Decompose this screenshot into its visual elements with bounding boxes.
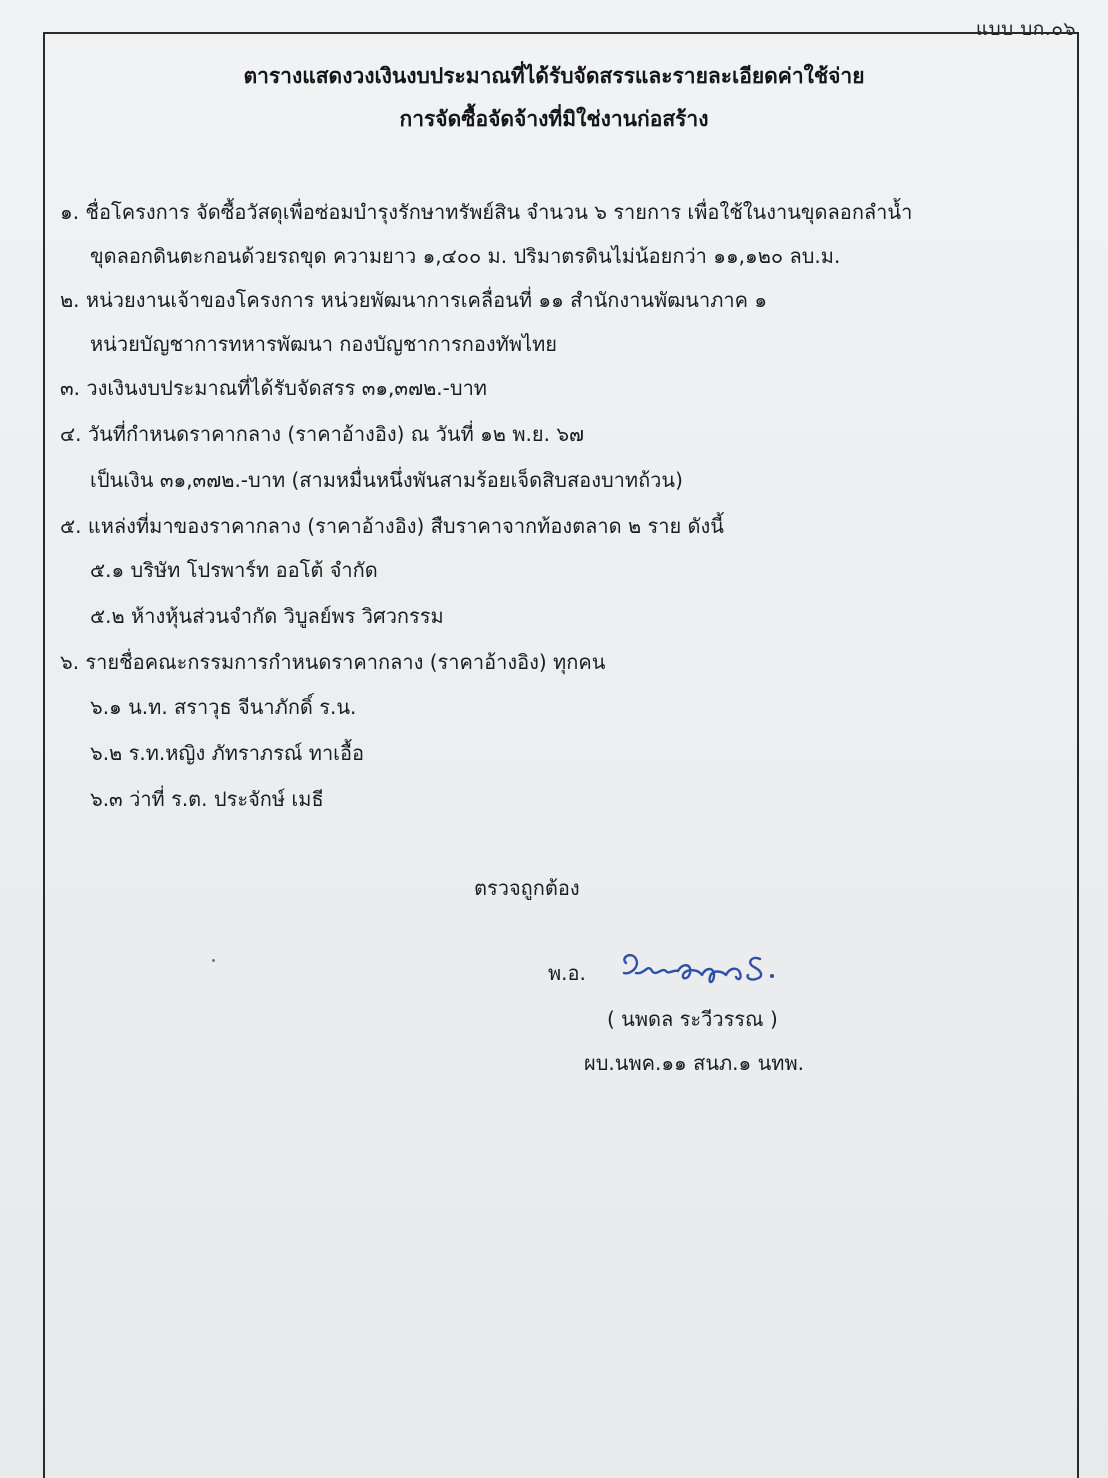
- handwritten-signature: [618, 945, 788, 991]
- item-1-project-detail: ขุดลอกดินตะกอนด้วยรถขุด ความยาว ๑,๔๐๐ ม. ปริมาตรดินไม่น้อยกว่า ๑๑,๑๒๐ ลบ.ม.: [90, 244, 841, 268]
- item-5-source-2: ๕.๒ ห้างหุ้นส่วนจำกัด วิบูลย์พร วิศวกรรม: [90, 604, 444, 628]
- item-5-source-1: ๕.๑ บริษัท โปรพาร์ท ออโต้ จำกัด: [90, 558, 378, 582]
- item-6-committee: ๖. รายชื่อคณะกรรมการกำหนดราคากลาง (ราคาอ้างอิง) ทุกคน: [60, 650, 606, 674]
- item-4-reference-date: ๔. วันที่กำหนดราคากลาง (ราคาอ้างอิง) ณ วันที่ ๑๒ พ.ย. ๖๗: [60, 422, 585, 446]
- item-2-owner-unit: ๒. หน่วยงานเจ้าของโครงการ หน่วยพัฒนาการเคลื่อนที่ ๑๑ สำนักงานพัฒนาภาค ๑: [60, 288, 768, 312]
- paper-speck: [212, 959, 215, 962]
- form-code: แบบ บก.๐๖: [975, 18, 1076, 40]
- signer-rank: พ.อ.: [548, 961, 586, 985]
- item-4-reference-amount: เป็นเงิน ๓๑,๓๗๒.-บาท (สามหมื่นหนึ่งพันสามร้อยเจ็ดสิบสองบาทถ้วน): [90, 468, 683, 492]
- item-5-price-source: ๕. แหล่งที่มาของราคากลาง (ราคาอ้างอิง) สืบราคาจากท้องตลาด ๒ ราย ดังนี้: [60, 514, 724, 538]
- signer-name: ( นพดล ระวีวรรณ ): [607, 1007, 778, 1031]
- item-6-member-3: ๖.๓ ว่าที่ ร.ต. ประจักษ์ เมธี: [90, 787, 324, 811]
- signer-position: ผบ.นพค.๑๑ สนภ.๑ นทพ.: [584, 1051, 804, 1075]
- item-6-member-2: ๖.๒ ร.ท.หญิง ภัทราภรณ์ ทาเอื้อ: [90, 741, 365, 765]
- verified-label: ตรวจถูกต้อง: [474, 876, 580, 900]
- item-6-member-1: ๖.๑ น.ท. สราวุธ จีนาภักดิ์ ร.น.: [90, 695, 357, 719]
- item-1-project-name: ๑. ชื่อโครงการ จัดซื้อวัสดุเพื่อซ่อมบำรุงรักษาทรัพย์สิน จำนวน ๖ รายการ เพื่อใช้ในงานขุดลอกลำน้ำ: [60, 200, 913, 224]
- item-3-budget: ๓. วงเงินงบประมาณที่ได้รับจัดสรร ๓๑,๓๗๒.-บาท: [60, 376, 487, 400]
- item-2-owner-command: หน่วยบัญชาการทหารพัฒนา กองบัญชาการกองทัพไทย: [90, 332, 558, 356]
- document-subtitle: การจัดซื้อจัดจ้างที่มิใช่งานก่อสร้าง: [399, 107, 709, 131]
- document-title: ตารางแสดงวงเงินงบประมาณที่ได้รับจัดสรรและรายละเอียดค่าใช้จ่าย: [243, 64, 865, 88]
